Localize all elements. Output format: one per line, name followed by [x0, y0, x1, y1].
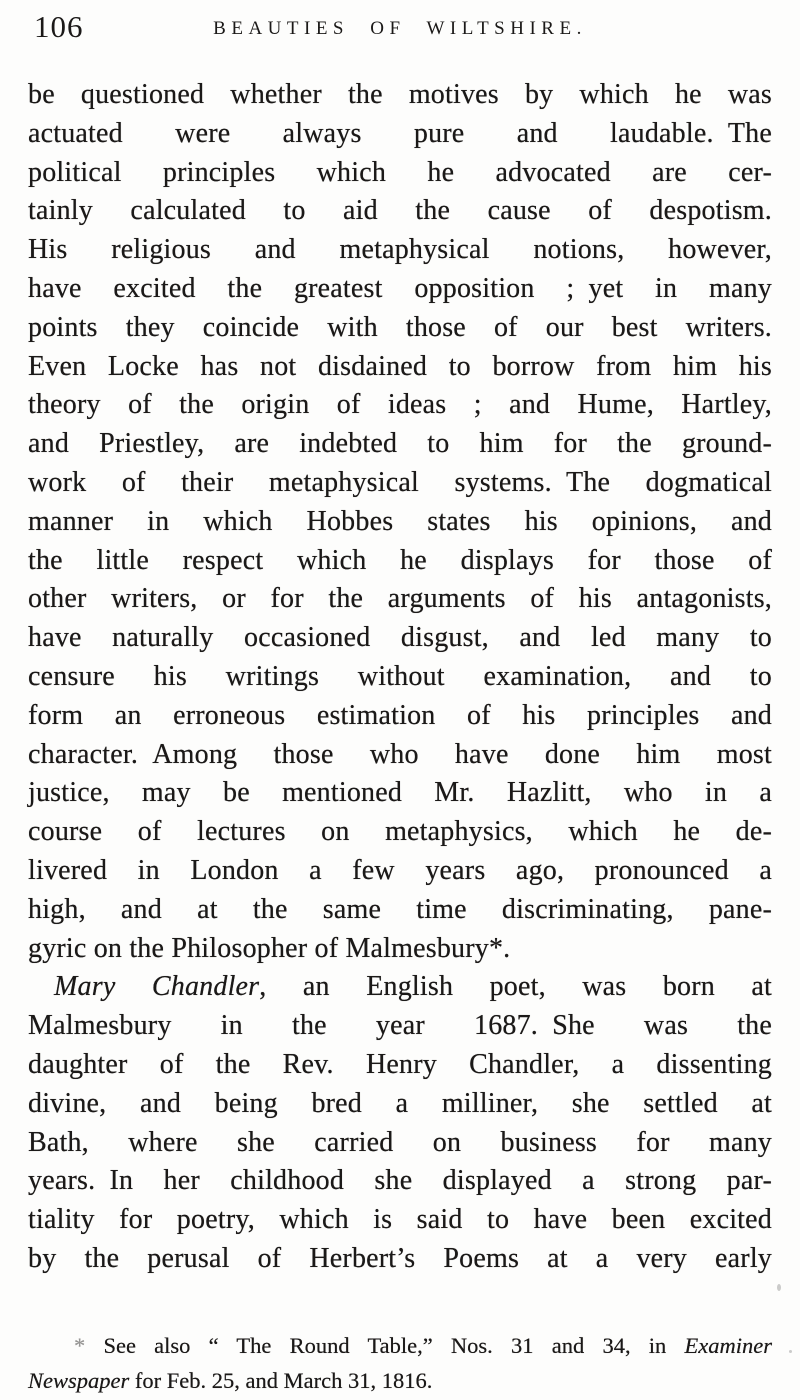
text-segment: censure his writings without examination, and to	[28, 660, 772, 692]
text-segment: work of their metaphysical systems. The dogmatical	[28, 466, 772, 498]
text-segment: , an English poet, was born at	[259, 971, 772, 1003]
text-segment: Mary Chandler	[54, 971, 260, 1003]
text-line	[28, 852, 772, 891]
text-segment: have naturally occasioned disgust, and led many to	[28, 622, 772, 654]
text-segment: by the perusal of Herbert’s Poems at a very early	[28, 1242, 772, 1274]
text-line	[28, 1363, 772, 1398]
text-line	[28, 930, 772, 969]
text-segment: other writers, or for the arguments of his antagonists,	[28, 583, 772, 615]
text-line	[28, 580, 772, 619]
text-segment: years. In her childhood she displayed a strong par-	[28, 1165, 772, 1197]
text-line	[28, 425, 772, 464]
text-line	[28, 774, 772, 813]
text-segment: daughter of the Rev. Henry Chandler, a dissenting	[28, 1048, 772, 1080]
text-line	[28, 309, 772, 348]
text-segment: manner in which Hobbes states his opinions, and	[28, 505, 772, 537]
text-line	[28, 1201, 772, 1240]
text-line	[28, 1240, 772, 1279]
page-header	[28, 10, 772, 52]
text-segment: for Feb. 25, and March 31, 1816.	[129, 1368, 433, 1393]
text-segment: divine, and being bred a milliner, she settled at	[28, 1087, 772, 1119]
text-line	[28, 1124, 772, 1163]
footnote-marker: *	[74, 1333, 86, 1358]
text-line	[28, 348, 772, 387]
text-line	[28, 270, 772, 309]
text-segment: character. Among those who have done him most	[28, 738, 772, 770]
text-line	[28, 619, 772, 658]
text-line	[28, 1007, 772, 1046]
text-segment: His religious and metaphysical notions, however,	[28, 234, 772, 266]
text-segment: course of lectures on metaphysics, which he de-	[28, 816, 772, 848]
text-line	[28, 968, 772, 1007]
text-segment: and Priestley, are indebted to him for the ground-	[28, 428, 772, 460]
text-line	[28, 542, 772, 581]
text-segment: tainly calculated to aid the cause of despotism.	[28, 195, 772, 227]
text-segment: See also “ The Round Table,” Nos. 31 and 34, in	[85, 1333, 685, 1358]
text-segment: points they coincide with those of our best writers.	[28, 311, 772, 343]
text-segment: have excited the greatest opposition ; yet in many	[28, 272, 772, 304]
text-line	[28, 76, 772, 115]
scan-speck	[777, 1284, 781, 1291]
text-segment: high, and at the same time discriminating, pane-	[28, 893, 772, 925]
text-line	[28, 192, 772, 231]
text-line	[28, 1162, 772, 1201]
text-line	[28, 697, 772, 736]
text-line	[28, 813, 772, 852]
footnote	[28, 1328, 772, 1398]
page-body	[28, 76, 772, 1279]
text-segment: form an erroneous estimation of his principles and	[28, 699, 772, 731]
text-segment: tiality for poetry, which is said to have been excited	[28, 1204, 772, 1236]
text-line	[28, 1046, 772, 1085]
text-segment: justice, may be mentioned Mr. Hazlitt, who in a	[28, 777, 772, 809]
text-segment: livered in London a few years ago, pronounced a	[28, 854, 772, 886]
text-line	[28, 1085, 772, 1124]
text-segment: theory of the origin of ideas ; and Hume, Hartley,	[28, 389, 772, 421]
page-number: 106	[34, 9, 84, 44]
running-title: BEAUTIES OF WILTSHIRE.	[213, 18, 587, 39]
text-segment: Examiner	[684, 1333, 772, 1358]
text-line	[28, 658, 772, 697]
text-line	[28, 1328, 772, 1363]
text-line	[28, 736, 772, 775]
text-line	[28, 386, 772, 425]
text-segment: be questioned whether the motives by which he was	[28, 79, 772, 110]
text-line	[28, 503, 772, 542]
text-segment: political principles which he advocated are cer-	[28, 156, 772, 188]
text-line	[28, 154, 772, 193]
text-segment: Malmesbury in the year 1687. She was the	[28, 1010, 772, 1042]
text-segment: Even Locke has not disdained to borrow from him his	[28, 350, 772, 382]
text-segment: Bath, where she carried on business for many	[28, 1126, 772, 1158]
text-line	[28, 464, 772, 503]
scan-speck	[789, 1350, 792, 1353]
text-segment: actuated were always pure and laudable. The	[28, 117, 772, 149]
text-line	[28, 231, 772, 270]
text-segment: the little respect which he displays for those of	[28, 544, 772, 576]
text-segment: Newspaper	[28, 1368, 130, 1393]
text-line	[28, 891, 772, 930]
text-segment: gyric on the Philosopher of Malmesbury*.	[28, 932, 511, 964]
text-line	[28, 115, 772, 154]
